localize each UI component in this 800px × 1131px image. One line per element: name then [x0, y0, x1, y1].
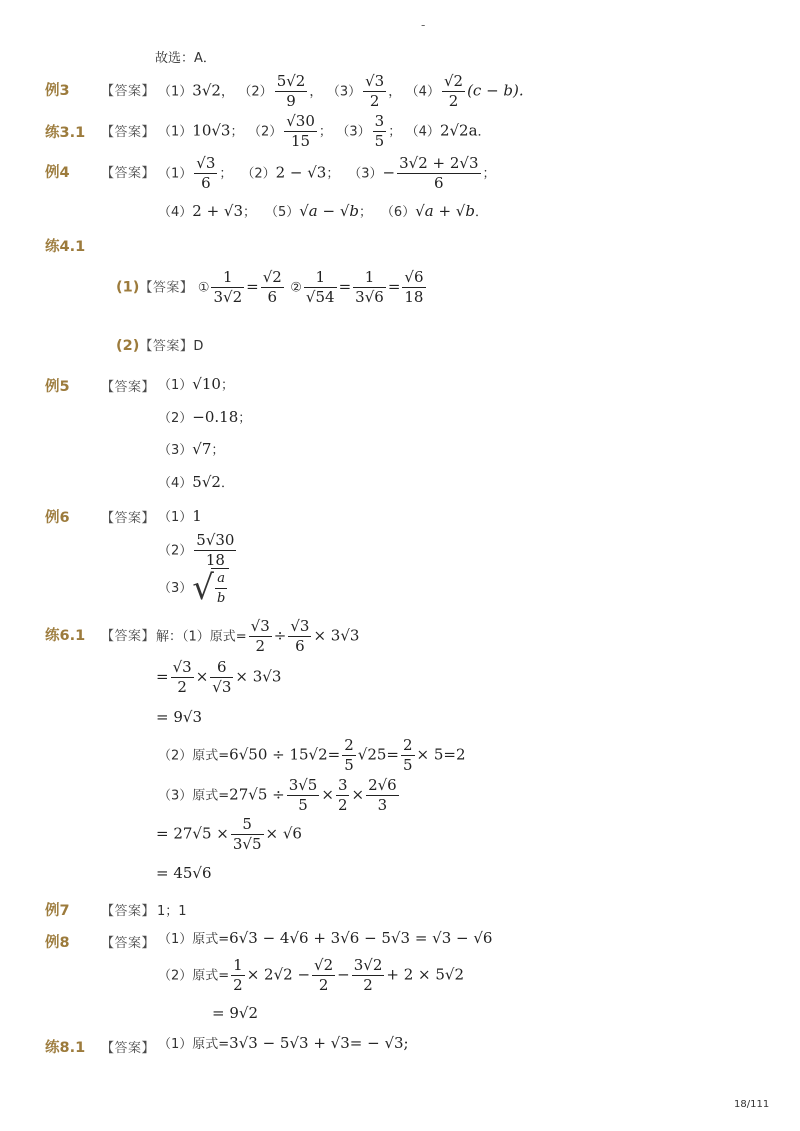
- answer-tag: 【答案】: [101, 936, 156, 951]
- ex6-line3: （3）√ $\frac{a}{b}$: [158, 568, 229, 608]
- label-ex6: 例6: [45, 510, 70, 526]
- answer-tag: 【答案】: [101, 1041, 156, 1056]
- ex3-frac-4: $\frac{√2}{2}$: [443, 72, 464, 110]
- ex4-1-part2: (2)【答案】D: [116, 338, 204, 354]
- ex4-answer-line2: （4）2 + √3； （5）√a − √b； （6）√a + √b．: [158, 202, 488, 220]
- ex6-1-line3: = 9√3: [156, 708, 202, 726]
- ex6-1-line5: （3）原式=27√5 ÷ $\frac{3√5}{5}$ × $\frac{3}{2}$ × $\frac{2√6}{3}$: [158, 776, 397, 814]
- ex8-line3: = 9√2: [212, 1004, 258, 1022]
- ex5-line3: （3）√7；: [158, 440, 225, 458]
- ex8-line1: （1）原式=6√3 − 4√6 + 3√6 − 5√3 = √3 − √6: [158, 929, 493, 947]
- answer-tag: 【答案】: [101, 380, 156, 395]
- ex5-line4: （4）5√2．: [158, 473, 234, 491]
- ex6-1-line1: 解：（1）原式= $\frac{√3}{2}$ ÷ $\frac{√3}{6}$ × 3√3: [156, 617, 360, 655]
- label-ex4: 例4: [45, 165, 70, 181]
- ex4-1-part1: (1)【答案】 ① $\frac{1}{3√2}$ = $\frac{√2}{6}$ ② $\frac{1}{√54}$ = $\frac{1}{3√6}$ = $\frac{√6}{18}$: [116, 268, 424, 306]
- ex6-line1: （1）1: [158, 507, 202, 525]
- ex4-frac-1: $\frac{√3}{6}$: [196, 154, 216, 192]
- label-ex6-1: 练6.1: [45, 628, 86, 644]
- ex6-1-line7: = 45√6: [156, 864, 212, 882]
- answer-tag: 【答案】: [101, 904, 156, 919]
- ex7-answer: 1；1: [157, 904, 187, 919]
- ex6-1-line2: = $\frac{√3}{2}$ × $\frac{6}{√3}$ × 3√3: [156, 658, 282, 696]
- ex6-1-line6: = 27√5 × $\frac{5}{3√5}$ × √6: [156, 815, 302, 853]
- ex3-answer: （1）3√2， （2） $\frac{5√2}{9}$ ， （3） $\frac{√3}{2}$ ， （4） $\frac{√2}{2}$ (c − b).: [158, 72, 524, 110]
- page-number: 18/111: [734, 1099, 770, 1110]
- answer-tag: 【答案】: [139, 339, 194, 354]
- label-ex3: 例3: [45, 83, 70, 99]
- answer-tag: 【答案】: [101, 84, 156, 99]
- ex4-answer-line1: （1） $\frac{√3}{6}$ ； （2）2 − √3； （3）− $\frac{3√2 + 2√3}{6}$ ；: [158, 154, 496, 192]
- ex6-line2: （2） $\frac{5√30}{18}$: [158, 531, 235, 569]
- ex4-frac-3: $\frac{3√2 + 2√3}{6}$: [399, 154, 479, 192]
- ex5-line2: （2）−0.18；: [158, 408, 252, 426]
- label-ex8-1: 练8.1: [45, 1040, 86, 1056]
- label-ex8: 例8: [45, 935, 70, 951]
- ex3-1-answer: （1）10√3； （2） $\frac{√30}{15}$ ； （3） $\frac{3}{5}$ ； （4）2√2a．: [158, 112, 491, 150]
- ex6-1-line4: （2）原式=6√50 ÷ 15√2= $\frac{2}{5}$ √25= $\frac{2}{5}$ × 5=2: [158, 736, 466, 774]
- label-ex4-1: 练4.1: [45, 239, 86, 255]
- ex3-1-frac-3: $\frac{3}{5}$: [374, 112, 385, 150]
- answer-tag: 【答案】: [101, 166, 156, 181]
- label-ex3-1: 练3.1: [45, 125, 86, 141]
- label-ex5: 例5: [45, 379, 70, 395]
- ex3-frac-2: $\frac{5√2}{9}$: [276, 72, 306, 110]
- answer-tag: 【答案】: [101, 125, 156, 140]
- top-line: 故选：A．: [155, 51, 216, 66]
- answer-tag: 【答案】: [101, 511, 156, 526]
- ex3-1-frac-2: $\frac{√30}{15}$: [286, 112, 315, 150]
- ex5-line1: （1）√10；: [158, 375, 234, 393]
- ex8-line2: （2）原式= $\frac{1}{2}$ × 2√2 − $\frac{√2}{2}$ − $\frac{3√2}{2}$ + 2 × 5√2: [158, 956, 465, 994]
- ex3-frac-3: $\frac{√3}{2}$: [365, 72, 385, 110]
- header-mark: -: [421, 18, 426, 32]
- answer-tag: 【答案】: [139, 280, 194, 296]
- label-ex7: 例7: [45, 903, 70, 919]
- ex8-1-line1: （1）原式=3√3 − 5√3 + √3= − √3;: [158, 1034, 409, 1052]
- answer-tag: 【答案】: [101, 629, 156, 644]
